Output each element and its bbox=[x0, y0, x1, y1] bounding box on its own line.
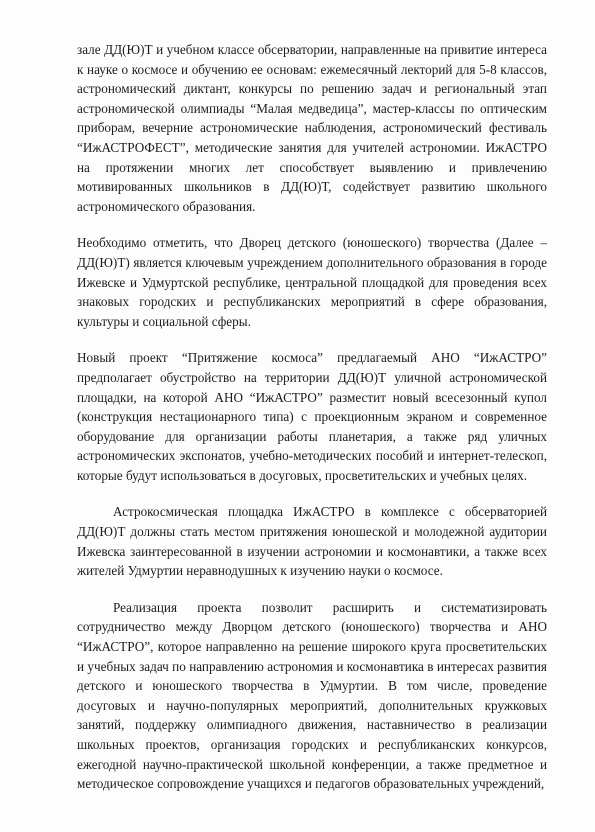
paragraph-4: Астрокосмическая площадка ИжАСТРО в комплексе с обсерваторией ДД(Ю)Т должны стать местом притяжения юношеской и молодежной аудитории Ижевска заинтересованной в изучении астрономии и космонавтики, а также всех жителей Удмуртии неравнодушных к изучению науки о космосе. bbox=[77, 504, 547, 579]
paragraph-3: Новый проект “Притяжение космоса” предлагаемый АНО “ИжАСТРО” предполагает обустройство на территории ДД(Ю)Т уличной астрономической площадки, на которой АНО “ИжАСТРО” разместит новый всесезонный купол (конструкция нестационарного типа) с проекционным экраном и современное оборудование для организации работы планетария, а также ряд уличных астрономических экспонатов, учебно-методических пособий и интернет-телескоп, которые будут использоваться в досуговых, просветительских и учебных целях. bbox=[77, 350, 547, 483]
paragraph-5: Реализация проекта позволит расширить и систематизировать сотрудничество между Дворцом детского (юношеского) творчества и АНО “ИжАСТРО”, которое направленно на решение широкого круга просветительских и учебных задач по направлению астрономия и космонавтика в интересах развития детского и юношеского творчества в Удмуртии. В том числе, проведение досуговых и научно-популярных мероприятий, дополнительных кружковых занятий, поддержку олимпиадного движения, наставничество в реализации школьных проектов, организация городских и республиканских конкурсов, ежегодной научно-практической школьной конференции, а также предметное и методическое сопровождение учащихся и педагогов образовательных учреждений, bbox=[77, 599, 547, 792]
paragraph-2: Необходимо отметить, что Дворец детского (юношеского) творчества (Далее – ДД(Ю)Т) является ключевым учреждением дополнительного образования в городе Ижевске и Удмуртской республике, центральной площадкой для проведения всех знаковых городских и республиканских мероприятий в сфере образования, культуры и социальной сферы. bbox=[77, 235, 547, 329]
paragraph-1: зале ДД(Ю)Т и учебном классе обсерватории, направленные на привитие интереса к науке о космосе и обучению ее основам: ежемесячный лекторий для 5-8 классов, астрономический диктант, конкурсы по решению задач и региональный этап астрономической олимпиады “Малая медведица”, мастер-классы по оптическим приборам, вечерние астрономические наблюдения, астрономический фестиваль “ИжАСТРОФЕСТ”, методические занятия для учителей астрономии. ИжАСТРО на протяжении многих лет способствует выявлению и привлечению мотивированных школьников в ДД(Ю)Т, содействует развитию школьного астрономического образования. bbox=[77, 42, 547, 214]
document-body bbox=[77, 40, 547, 794]
